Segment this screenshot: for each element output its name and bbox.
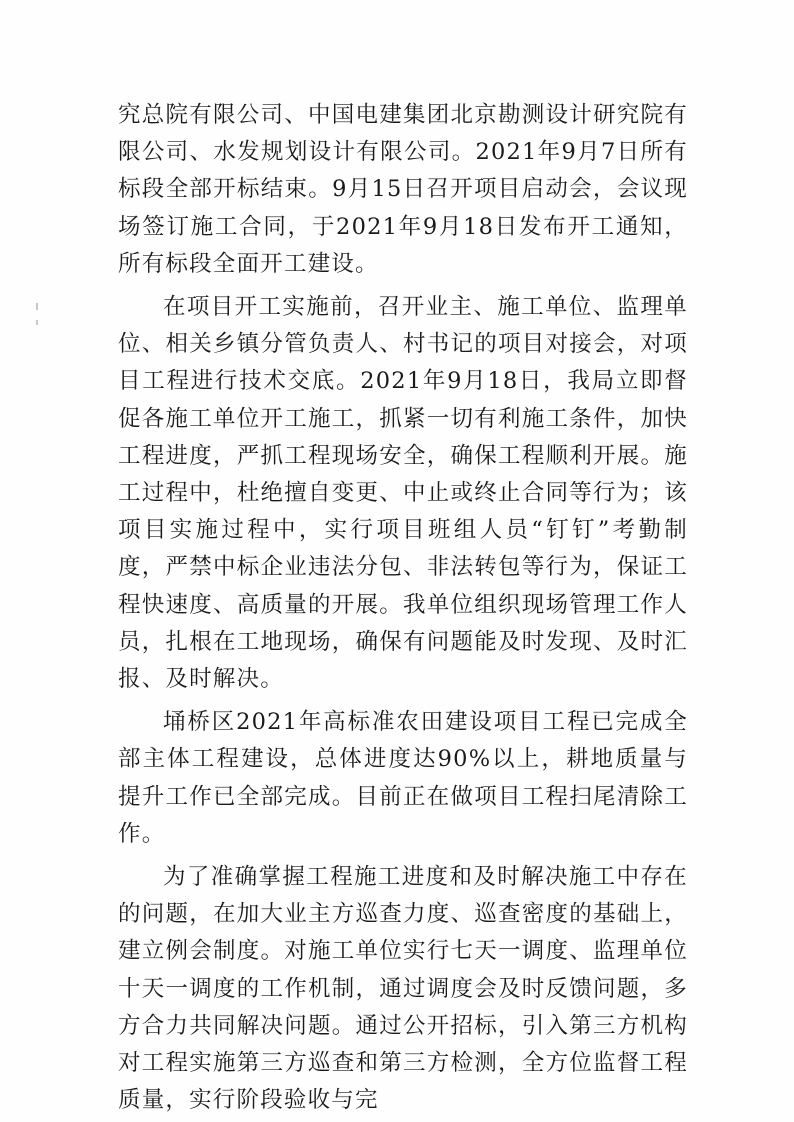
document-body — [118, 97, 688, 1122]
paragraph-1: 究总院有限公司、中国电建集团北京勘测设计研究院有限公司、水发规划设计有限公司。2021年9月7日所有标段全部开标结束。9月15日召开项目启动会，会议现场签订施工合同，于2021年9月18日发布开工通知，所有标段全面开工建设。 — [118, 102, 688, 277]
paragraph-3: 埇桥区2021年高标准农田建设项目工程已完成全部主体工程建设，总体进度达90%以上，耕地质量与提升工作已全部完成。目前正在做项目工程扫尾清除工作。 — [118, 709, 688, 847]
paragraph-2: 在项目开工实施前，召开业主、施工单位、监理单位、相关乡镇分管负责人、村书记的项目对接会，对项目工程进行技术交底。2021年9月18日，我局立即督促各施工单位开工施工，抓紧一切有利施工条件，加快工程进度，严抓工程现场安全，确保工程顺利开展。施工过程中，杜绝擅自变更、中止或终止合同等行为；该项目实施过程中，实行项目班组人员“钉钉”考勤制度，严禁中标企业违法分包、非法转包等行为，保证工程快速度、高质量的开展。我单位组织现场管理工作人员，扎根在工地现场，确保有问题能及时发现、及时汇报、及时解决。 — [118, 294, 688, 693]
scan-margin-mark — [36, 320, 38, 325]
paragraph-4: 为了准确掌握工程施工进度和及时解决施工中存在的问题，在加大业主方巡查力度、巡查密度的基础上，建立例会制度。对施工单位实行七天一调度、监理单位十天一调度的工作机制，通过调度会及时反馈问题，多方合力共同解决问题。通过公开招标，引入第三方机构对工程实施第三方巡查和第三方检测，全方位监督工程质量，实行阶段验收与完 — [118, 864, 688, 1114]
scan-margin-mark — [36, 303, 38, 310]
